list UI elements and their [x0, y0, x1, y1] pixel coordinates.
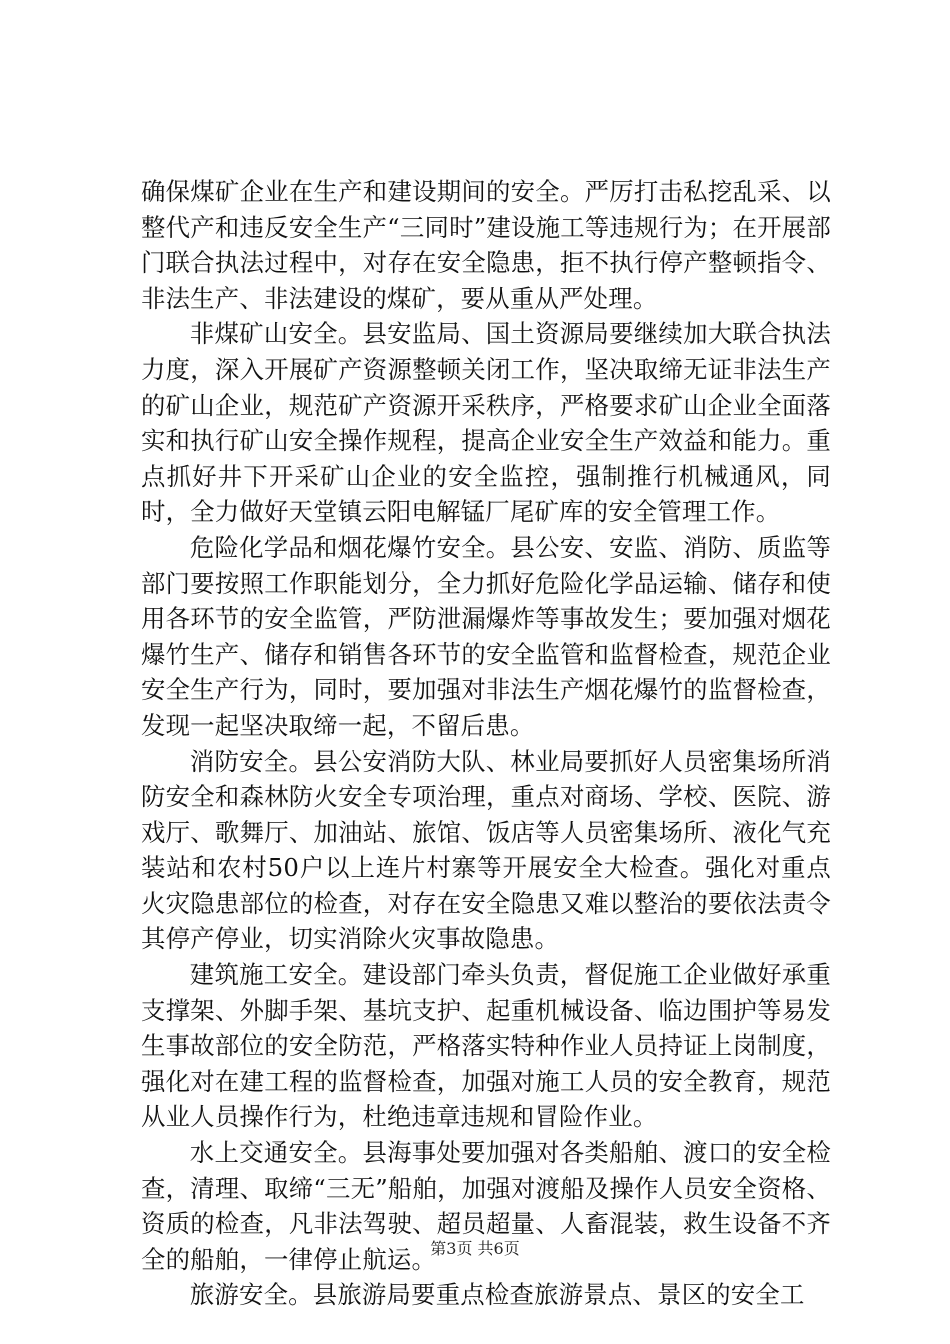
- paragraph-coal-mine-safety: 确保煤矿企业在生产和建设期间的安全。严厉打击私挖乱采、以整代产和违反安全生产“三同时”建设施工等违规行为；在开展部门联合执法过程中，对存在安全隐患，拒不执行停产整顿指令、非法生产、非法建设的煤矿，要从重从严处理。: [141, 177, 831, 313]
- paragraph-construction-safety: 建筑施工安全。建设部门牵头负责，督促施工企业做好承重支撑架、外脚手架、基坑支护、起重机械设备、临边围护等易发生事故部位的安全防范，严格落实特种作业人员持证上岗制度，强化对在建工程的监督检查，加强对施工人员的安全教育，规范从业人员操作行为，杜绝违章违规和冒险作业。: [141, 960, 831, 1132]
- paragraph-tourism-safety: 旅游安全。县旅游局要重点检查旅游景点、景区的安全工: [189, 1280, 805, 1310]
- paragraph-non-coal-mine-safety: 非煤矿山安全。县安监局、国土资源局要继续加大联合执法力度，深入开展矿产资源整顿关闭工作，坚决取缔无证非法生产的矿山企业，规范矿产资源开采秩序，严格要求矿山企业全面落实和执行矿山安全操作规程，提高企业安全生产效益和能力。重点抓好井下开采矿山企业的安全监控，强制推行机械通风，同时，全力做好天堂镇云阳电解锰厂尾矿库的安全管理工作。: [141, 319, 831, 527]
- paragraph-hazardous-chemicals-fireworks: 危险化学品和烟花爆竹安全。县公安、安监、消防、质监等部门要按照工作职能划分，全力抓好危险化学品运输、储存和使用各环节的安全监管，严防泄漏爆炸等事故发生；要加强对烟花爆竹生产、储存和销售各环节的安全监管和监督检查，规范企业安全生产行为，同时，要加强对非法生产烟花爆竹的监督检查，发现一起坚决取缔一起，不留后患。: [141, 532, 831, 740]
- page-number-footer: 第3页 共6页: [430, 1239, 520, 1258]
- paragraph-fire-safety: 消防安全。县公安消防大队、林业局要抓好人员密集场所消防安全和森林防火安全专项治理，重点对商场、学校、医院、游戏厅、歌舞厅、加油站、旅馆、饭店等人员密集场所、液化气充装站和农村50户以上连片村寨等开展安全大检查。强化对重点火灾隐患部位的检查，对存在安全隐患又难以整治的要依法责令其停产停业，切实消除火灾事故隐患。: [141, 746, 831, 954]
- paragraph-water-traffic-safety: 水上交通安全。县海事处要加强对各类船舶、渡口的安全检查，清理、取缔“三无”船舶，加强对渡船及操作人员安全资格、资质的检查，凡非法驾驶、超员超量、人畜混装，救生设备不齐全的船舶，一律停止航运。: [141, 1138, 831, 1274]
- document-body: [141, 174, 831, 1313]
